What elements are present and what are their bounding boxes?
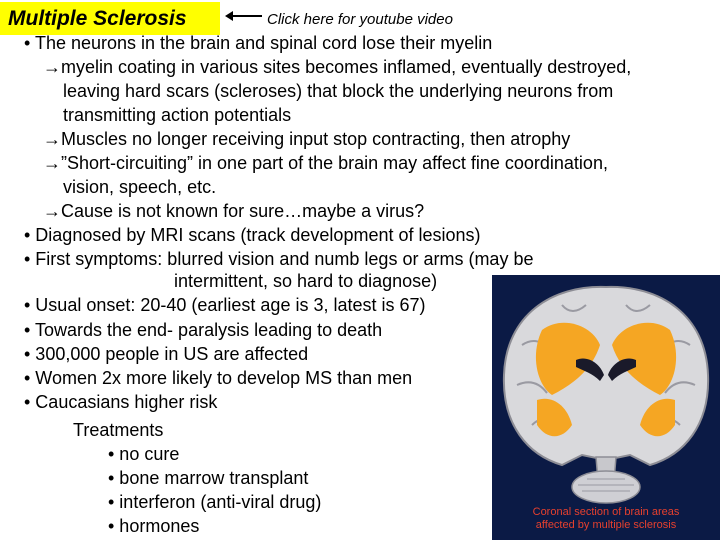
treatments-heading: Treatments (73, 420, 164, 440)
youtube-video-link[interactable]: Click here for youtube video (267, 11, 453, 28)
sub-point-cause: →Cause is not known for sure…maybe a virus? (43, 201, 425, 221)
arrow-head-icon (225, 11, 233, 21)
treatment-no-cure: • no cure (108, 444, 180, 464)
bullet-diagnosis: • Diagnosed by MRI scans (track development of lesions) (24, 225, 481, 245)
figure-caption (492, 506, 720, 532)
sub-point-action-potentials: transmitting action potentials (63, 105, 292, 125)
sub-point-atrophy: →Muscles no longer receiving input stop contracting, then atrophy (43, 129, 571, 149)
slide-title: Multiple Sclerosis (0, 2, 220, 35)
brain-coronal-section-image (492, 275, 720, 540)
bullet-onset: • Usual onset: 20-40 (earliest age is 3, latest is 67) (24, 295, 426, 315)
sub-point-inflamed: →myelin coating in various sites becomes inflamed, eventually destroyed, (43, 57, 632, 77)
bullet-women: • Women 2x more likely to develop MS than men (24, 368, 413, 388)
sub-point-short-circuit: →”Short-circuiting” in one part of the brain may affect fine coordination, (43, 153, 608, 173)
left-arrow-icon (232, 15, 262, 17)
bullet-myelin-loss: • The neurons in the brain and spinal cord lose their myelin (24, 33, 493, 53)
treatment-interferon: • interferon (anti-viral drug) (108, 492, 322, 512)
sub-point-scars: leaving hard scars (scleroses) that block the underlying neurons from (63, 81, 614, 101)
figure-caption-line-2: affected by multiple sclerosis (535, 519, 677, 531)
bullet-first-symptoms: • First symptoms: blurred vision and numb legs or arms (may be (24, 249, 534, 269)
figure-caption-line-1: Coronal section of brain areas (532, 506, 680, 518)
bullet-caucasians: • Caucasians higher risk (24, 392, 218, 412)
bullet-paralysis: • Towards the end- paralysis leading to death (24, 320, 383, 340)
treatment-hormones: • hormones (108, 516, 200, 536)
brain-illustration (492, 275, 720, 540)
bullet-first-symptoms-cont: intermittent, so hard to diagnose) (174, 271, 438, 291)
treatment-bone-marrow: • bone marrow transplant (108, 468, 309, 488)
sub-point-vision-speech: vision, speech, etc. (63, 177, 217, 197)
bullet-prevalence: • 300,000 people in US are affected (24, 344, 309, 364)
